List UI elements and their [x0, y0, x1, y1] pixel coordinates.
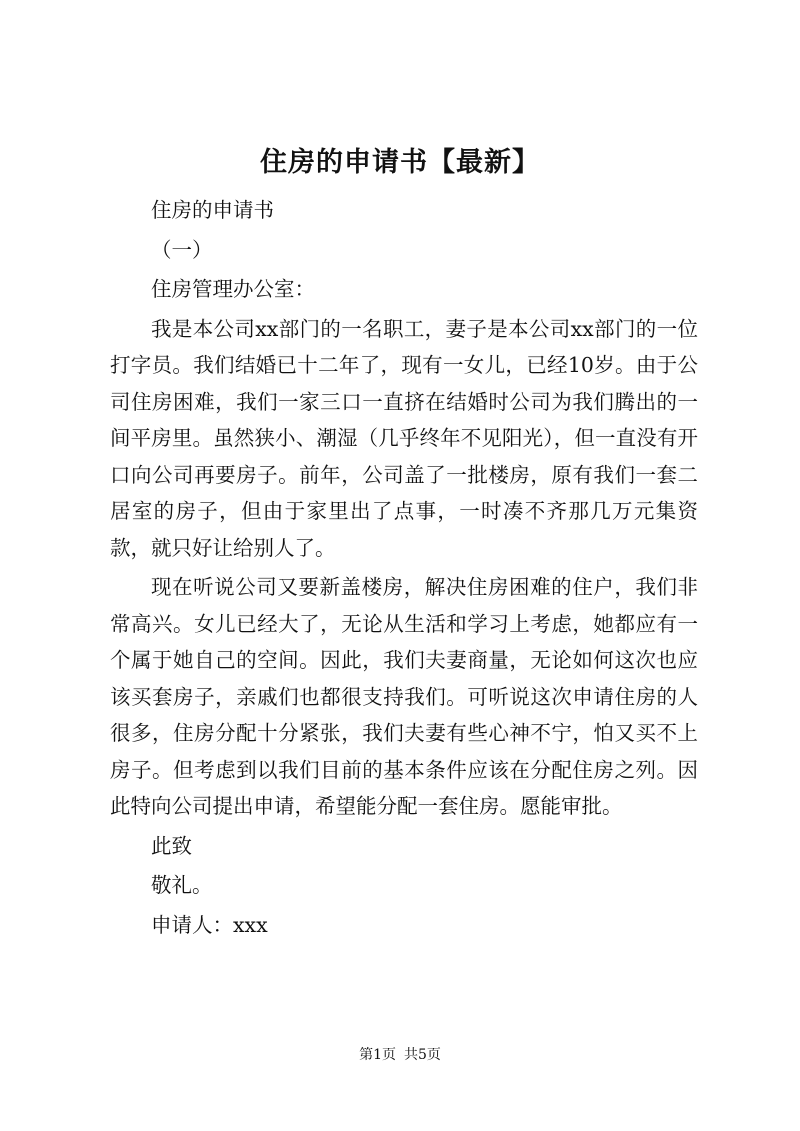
body-paragraph: 现在听说公司又要新盖楼房，解决住房困难的住户，我们非常高兴。女儿已经大了，无论从生活和学习上考虑，她都应有一个属于她自己的空间。因此，我们夫妻商量，无论如何这次也应该买套房子，亲戚们也都很支持我们。可听说这次申请住房的人很多，住房分配十分紧张，我们夫妻有些心神不宁，怕又买不上房子。但考虑到以我们目前的基本条件应该在分配住房之列。因此特向公司提出申请，希望能分配一套住房。愿能审批。: [110, 575, 698, 818]
page-number: 第1页: [359, 1047, 396, 1063]
document-subtitle: 住房的申请书: [151, 198, 274, 222]
document-title: 住房的申请书【最新】: [260, 147, 540, 178]
section-label: （一）: [151, 237, 213, 262]
applicant-signature: 申请人：xxx: [151, 912, 268, 937]
body-paragraph: 我是本公司xx部门的一名职工，妻子是本公司xx部门的一位打字员。我们结婚已十二年了，现有一女儿，已经10岁。由于公司住房困难，我们一家三口一直挤在结婚时公司为我们腾出的一间平房里。虽然狭小、潮湿（几乎终年不见阳光），但一直没有开口向公司再要房子。前年，公司盖了一批楼房，原有我们一套二居室的房子，但由于家里出了点事，一时凑不齐那几万元集资款，就只好让给别人了。: [110, 316, 698, 560]
document-body: [110, 192, 698, 943]
page-footer: [0, 1044, 800, 1064]
closing-salutation: 此致: [151, 833, 192, 858]
page-total: 共5页: [404, 1047, 441, 1063]
addressee: 住房管理办公室：: [151, 277, 315, 301]
closing-regards: 敬礼。: [151, 873, 213, 897]
